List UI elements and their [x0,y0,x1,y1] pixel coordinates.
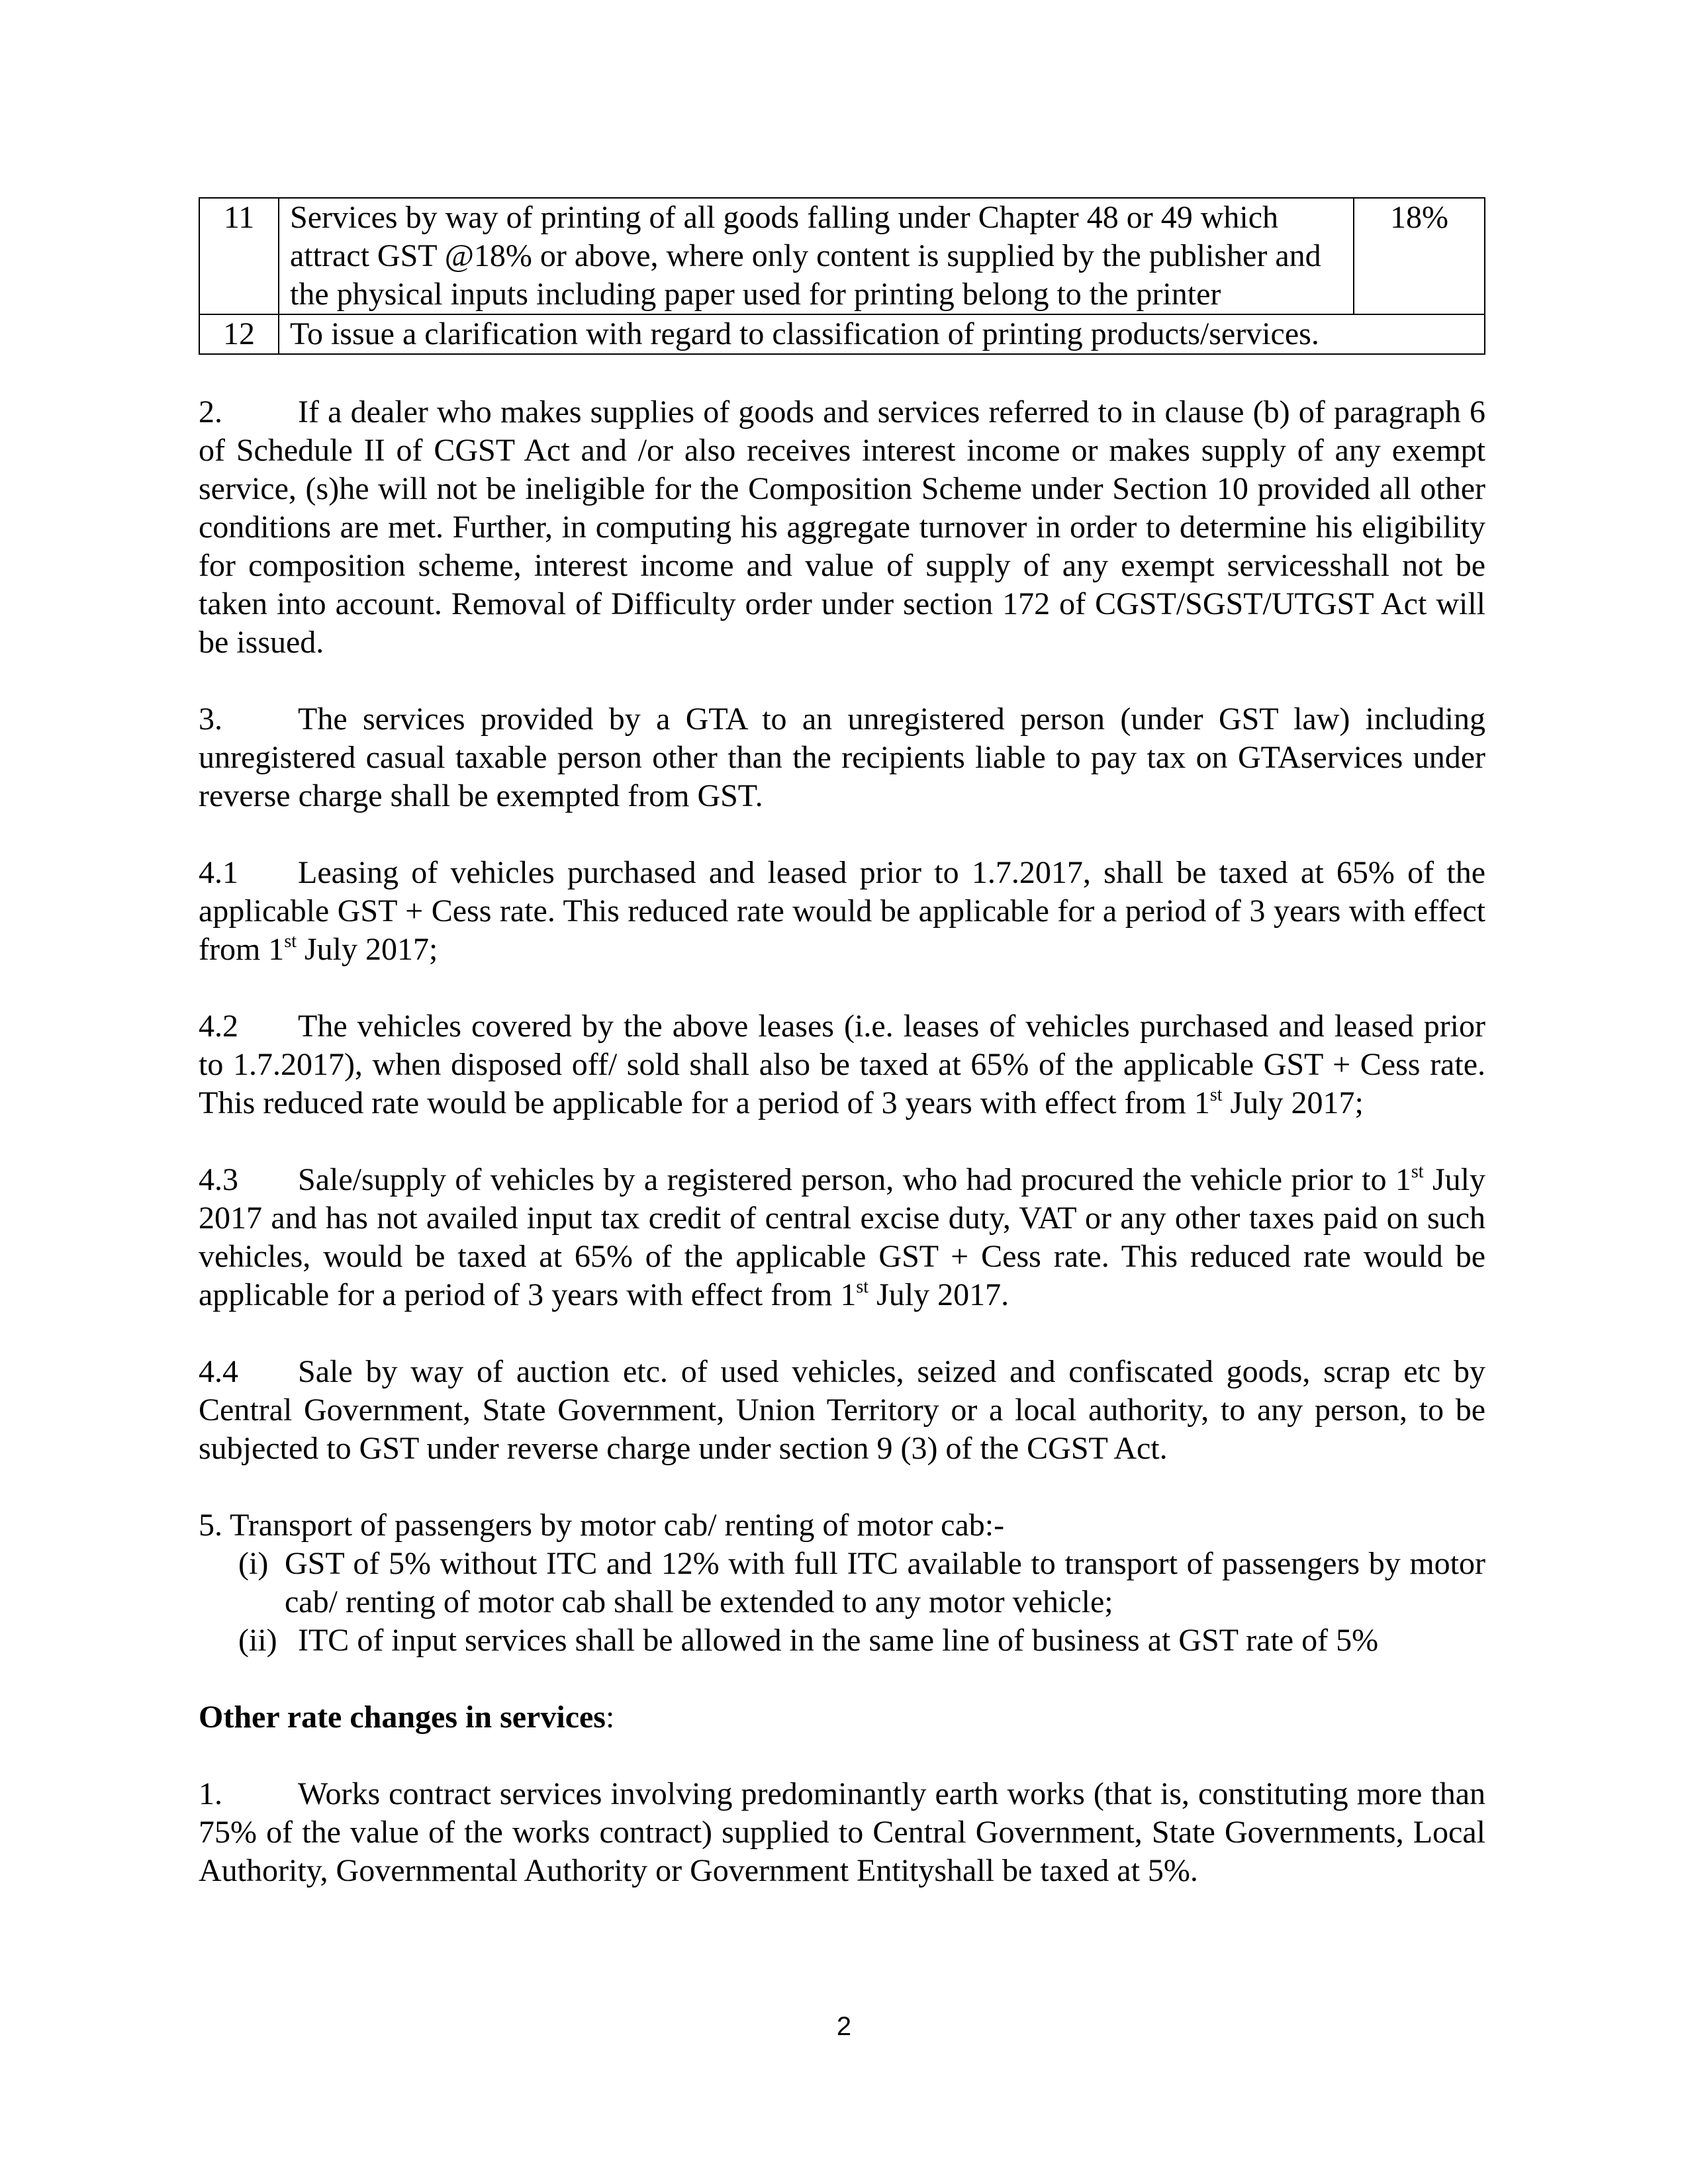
paragraph-text: Works contract services involving predominantly earth works (that is, constituting more than 75% of the value of the works contract) supplied to Central Government, State Governments, Local Authority, Governmental Authority or Government Entityshall be taxed at 5%. [199,1776,1485,1888]
paragraph-text: Sale by way of auction etc. of used vehicles, seized and confiscated goods, scrap etc by Central Government, State Government, Union Territory or a local authority, to any person, to be subjected to GST under reverse charge under section 9 (3) of the CGST Act. [199,1354,1485,1466]
ordinal-superscript: st [1411,1161,1424,1182]
paragraph-text: Sale/supply of vehicles by a registered person, who had procured the vehicle prior to 1 [298,1162,1411,1197]
ordinal-superscript: st [856,1277,869,1297]
list-item [199,1621,1485,1660]
section-heading-text: Other rate changes in services [199,1700,606,1735]
paragraph-text: The services provided by a GTA to an unregistered person (under GST law) including unregistered casual taxable person other than the recipients liable to pay tax on GTAservices under reverse charge shall be exempted from GST. [199,702,1485,813]
paragraph-3 [199,700,1485,815]
page-content [199,197,1485,1890]
ordinal-superscript: st [1209,1085,1223,1105]
paragraph-4-4 [199,1353,1485,1468]
rate-cell: 18% [1354,198,1485,314]
ordinal-superscript: st [284,931,297,952]
paragraph-number: 4.2 [199,1009,238,1044]
list-item [199,1545,1485,1621]
paragraph-text-end: July 2017; [1222,1085,1364,1120]
other-paragraph-1 [199,1775,1485,1890]
description-cell: Services by way of printing of all goods falling under Chapter 48 or 49 which attract GST @18% or above, where only content is supplied by the publisher and the physical inputs including paper used for printing belong to the printer [279,198,1354,314]
paragraph-text-end: July 2017; [297,932,438,967]
paragraph-number: 3. [199,702,222,737]
list-item-text: ITC of input services shall be allowed in the same line of business at GST rate of 5% [298,1623,1379,1658]
paragraph-text: Leasing of vehicles purchased and leased prior to 1.7.2017, shall be taxed at 65% of the applicable GST + Cess rate. This reduced rate would be applicable for a period of 3 years with effect from 1 [199,855,1485,967]
paragraph-number: 4.4 [199,1354,238,1389]
list-item-label: (i) [238,1546,269,1581]
section-heading-colon: : [605,1700,615,1735]
section-heading [199,1698,1485,1737]
paragraph-2 [199,393,1485,662]
paragraph-text: The vehicles covered by the above leases (i.e. leases of vehicles purchased and leased prior to 1.7.2017), when disposed off/ sold shall also be taxed at 65% of the applicable GST + Cess rate. This reduced rate would be applicable for a period of 3 years with effect from 1 [199,1009,1485,1120]
paragraph-5 [199,1506,1485,1660]
table-row [199,198,1485,314]
description-cell: To issue a clarification with regard to classification of printing products/services. [279,314,1485,354]
list-item-label: (ii) [238,1623,277,1658]
table-row [199,314,1485,354]
paragraph-text-end: July 2017. [868,1277,1009,1312]
serial-number-cell: 11 [199,198,279,314]
rates-table [199,197,1485,355]
paragraph-4-1 [199,854,1485,969]
paragraph-number: 2. [199,394,222,430]
paragraph-4-2 [199,1007,1485,1122]
list-item-text: GST of 5% without ITC and 12% with full ITC available to transport of passengers by motor cab/ renting of motor cab shall be extended to any motor vehicle; [285,1546,1485,1619]
paragraph-5-heading: 5. Transport of passengers by motor cab/ renting of motor cab:- [199,1508,1005,1543]
page-number: 2 [836,2012,852,2041]
paragraph-text-middle: July 2017 and has not availed input tax credit of central excise duty, VAT or any other taxes paid on such vehicles, would be taxed at 65% of the applicable GST + Cess rate. This reduced rate would be applicable for a period of 3 years with effect from 1 [199,1162,1486,1312]
paragraph-number: 4.1 [199,855,238,890]
paragraph-text: If a dealer who makes supplies of goods and services referred to in clause (b) of paragraph 6 of Schedule II of CGST Act and /or also receives interest income or makes supply of any exempt service, (s)he will not be ineligible for the Composition Scheme under Section 10 provided all other conditions are met. Further, in computing his aggregate turnover in order to determine his eligibility for composition scheme, interest income and value of supply of any exempt servicesshall not be taken into account. Removal of Difficulty order under section 172 of CGST/SGST/UTGST Act will be issued. [199,394,1485,660]
paragraph-number: 1. [199,1776,222,1811]
paragraph-number: 4.3 [199,1162,238,1197]
serial-number-cell: 12 [199,314,279,354]
paragraph-4-3 [199,1161,1485,1314]
